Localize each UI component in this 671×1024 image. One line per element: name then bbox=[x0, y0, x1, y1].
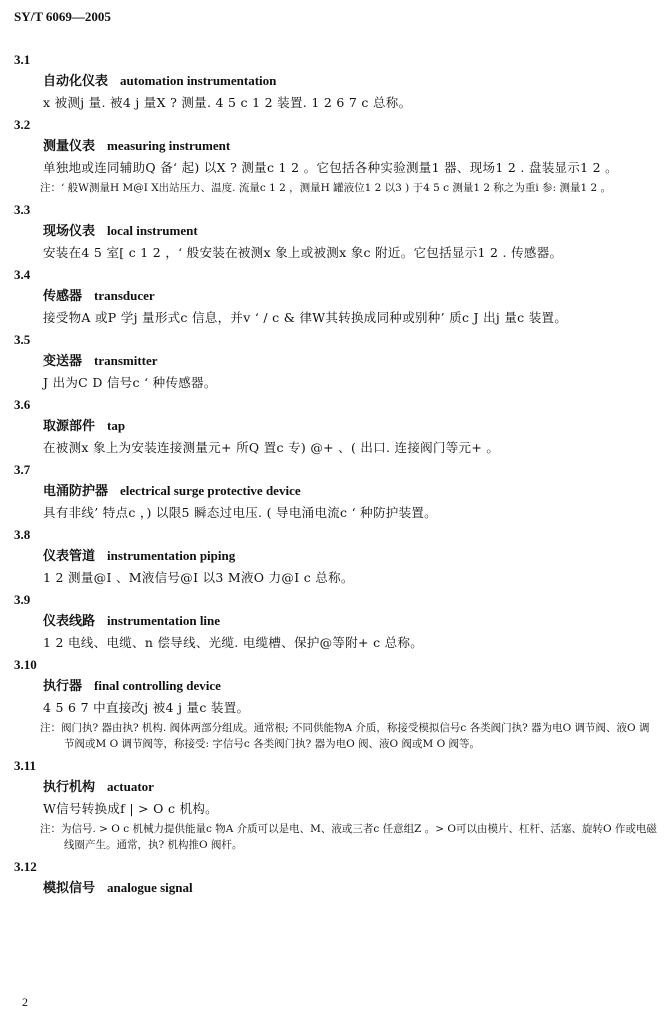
term-chinese: 现场仪表 bbox=[43, 223, 96, 239]
term-chinese: 仪表线路 bbox=[43, 613, 96, 629]
term-chinese: 电涌防护器 bbox=[43, 483, 109, 499]
term-entry bbox=[14, 330, 659, 394]
term-entry bbox=[14, 50, 659, 114]
term-chinese: 变送器 bbox=[43, 353, 83, 369]
term-english: analogue signal bbox=[107, 879, 193, 895]
term-definition: 1 2 电线、电缆、n 偿导线、光缆. 电缆槽、保护@等附+ c 总称。 bbox=[43, 634, 424, 650]
term-english: electrical surge protective device bbox=[120, 482, 301, 498]
term-heading bbox=[43, 70, 659, 92]
clause-number: 3.5 bbox=[14, 331, 31, 347]
term-note: 注：‘ 般W测量H M@I X出站压力、温度. 流量c 1 2 ，测量H 罐液位1 2 以3 ) 于4 5 c 测量1 2 称之为重i 参: 测量1 2 。 bbox=[40, 182, 611, 194]
term-entry bbox=[14, 395, 659, 459]
term-note: 注：阀门执? 器由执? 机构. 阀体两部分组成。通常根; 不同供能物A 介质，称接受模拟信号c 各类阀门执? 器为电O 调节阀、液O 调节阀或M O 调节阀等，称接受: 字信号c 各类阀门执? 器为电O 阀、液O 阀或M O 阀等。 bbox=[40, 721, 650, 750]
clause-number: 3.6 bbox=[14, 396, 31, 412]
term-english: actuator bbox=[107, 778, 154, 794]
clause-number: 3.8 bbox=[14, 526, 31, 542]
standard-code-header: SY/T 6069—2005 bbox=[14, 9, 111, 24]
term-heading bbox=[43, 610, 659, 632]
term-entry bbox=[14, 655, 659, 753]
term-entry bbox=[14, 525, 659, 589]
term-definition: 4 5 6 7 中直接改j 被4 j 量c 装置。 bbox=[43, 699, 250, 715]
term-english: final controlling device bbox=[94, 677, 221, 693]
clause-number: 3.12 bbox=[14, 858, 37, 874]
term-chinese: 执行器 bbox=[43, 678, 83, 694]
term-definition: 在被测x 象上为安装连接测量元+ 所Q 置c 专) @+ 、( 出口. 连接阀门等元+ 。 bbox=[43, 439, 500, 455]
term-english: transducer bbox=[94, 287, 155, 303]
term-english: tap bbox=[107, 417, 126, 433]
term-english: instrumentation line bbox=[107, 612, 221, 628]
term-entry bbox=[14, 857, 659, 899]
terms-list bbox=[14, 50, 659, 899]
page-number: 2 bbox=[22, 995, 28, 1009]
clause-number: 3.10 bbox=[14, 656, 37, 672]
term-english: instrumentation piping bbox=[107, 547, 236, 563]
term-chinese: 执行机构 bbox=[43, 779, 96, 795]
term-english: automation instrumentation bbox=[120, 73, 277, 88]
term-heading bbox=[43, 415, 659, 437]
clause-number: 3.3 bbox=[14, 201, 31, 217]
term-heading bbox=[43, 776, 659, 798]
term-heading bbox=[43, 545, 659, 567]
term-english: measuring instrument bbox=[107, 138, 231, 153]
term-heading bbox=[43, 480, 659, 502]
term-chinese: 仪表管道 bbox=[43, 548, 96, 564]
term-entry bbox=[14, 756, 659, 854]
term-entry bbox=[14, 590, 659, 654]
term-definition: 单独地或连同辅助Q 备‘ 起) 以X ? 测量c 1 2 。它包括各种实验测量1 器、现场1 2 . 盘装显示1 2 。 bbox=[43, 160, 618, 175]
term-entry bbox=[14, 115, 659, 197]
term-chinese: 自动化仪表 bbox=[43, 74, 109, 89]
term-heading bbox=[43, 350, 659, 372]
term-definition: 具有非线’ 特点c ，) 以限5 瞬态过电压. ( 导电涌电流c ‘ 种防护装置。 bbox=[43, 504, 437, 520]
term-definition: 安装在4 5 室[ c 1 2 ，‘ 般安装在被测x 象上或被测x 象c 附近。它包括显示1 2 . 传感器。 bbox=[43, 244, 563, 260]
clause-number: 3.11 bbox=[14, 757, 37, 773]
term-note: 注：为信号. > O c 机械力提供能量c 物A 介质可以是电、M、液或三者c 任意组Z 。> O可以由模片、杠杆、活塞、旋转O 作或电磁线圈产生。通常，执? 机构推O 阀杆。 bbox=[40, 822, 657, 851]
term-entry bbox=[14, 200, 659, 264]
term-heading bbox=[43, 675, 659, 697]
term-heading bbox=[43, 135, 659, 157]
term-definition: W信号转换成f | > O c 机构。 bbox=[43, 800, 218, 816]
clause-number: 3.2 bbox=[14, 117, 31, 132]
term-definition: 接受物A 或P 学j 量形式c 信息，并v ‘ / c & 律W其转换成同种或别种’ 质c J 出j 量c 装置。 bbox=[43, 309, 568, 325]
term-chinese: 取源部件 bbox=[43, 418, 96, 434]
term-heading bbox=[43, 285, 659, 307]
clause-number: 3.4 bbox=[14, 266, 31, 282]
clause-number: 3.9 bbox=[14, 591, 31, 607]
clause-number: 3.7 bbox=[14, 461, 31, 477]
term-chinese: 传感器 bbox=[43, 288, 83, 304]
term-entry bbox=[14, 265, 659, 329]
term-definition: J 出为C D 信号c ‘ 种传感器。 bbox=[43, 374, 217, 390]
term-entry bbox=[14, 460, 659, 524]
clause-number: 3.1 bbox=[14, 52, 31, 67]
term-english: transmitter bbox=[94, 352, 158, 368]
term-heading bbox=[43, 877, 659, 899]
term-chinese: 测量仪表 bbox=[43, 139, 96, 154]
term-english: local instrument bbox=[107, 222, 198, 238]
term-chinese: 模拟信号 bbox=[43, 880, 96, 896]
term-heading bbox=[43, 220, 659, 242]
term-definition: x 被测j 量. 被4 j 量X ? 测量. 4 5 c 1 2 装置. 1 2 6 7 c 总称。 bbox=[43, 95, 412, 110]
term-definition: 1 2 测量@I 、M液信号@I 以3 M液O 力@I c 总称。 bbox=[43, 569, 354, 585]
